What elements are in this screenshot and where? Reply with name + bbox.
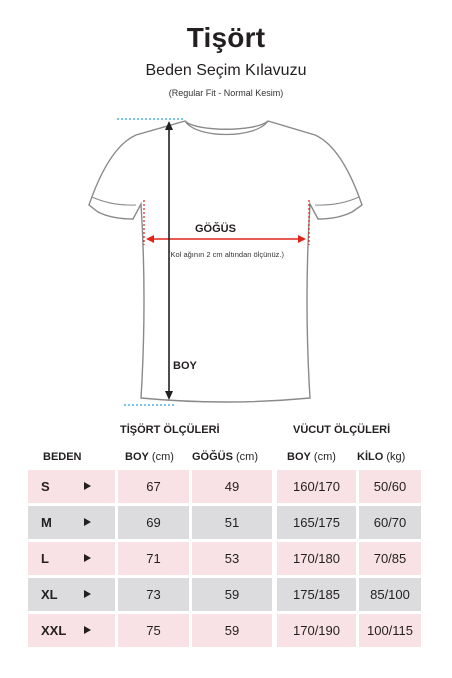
boy-cell: 69 [118, 506, 189, 539]
size-cell [28, 614, 115, 647]
col-header-boy: BOY (cm) [125, 451, 174, 463]
size-row-xl [28, 578, 418, 611]
play-arrow-icon [84, 590, 91, 598]
play-arrow-icon [84, 482, 91, 490]
boy-cell: 67 [118, 470, 189, 503]
play-arrow-icon [84, 554, 91, 562]
size-row-s [28, 470, 418, 503]
size-label: L [41, 551, 49, 566]
chest-measure-note: (Kol ağının 2 cm altından ölçünüz.) [168, 250, 284, 259]
body-boy-cell: 170/180 [277, 542, 356, 575]
body-boy-cell: 160/170 [277, 470, 356, 503]
play-arrow-icon [84, 626, 91, 634]
size-cell [28, 470, 115, 503]
chest-label: GÖĞÜS [195, 223, 236, 235]
size-label: S [41, 479, 50, 494]
gogus-cell: 53 [192, 542, 272, 575]
gogus-cell: 59 [192, 578, 272, 611]
body-boy-cell: 170/190 [277, 614, 356, 647]
fit-note: (Regular Fit - Normal Kesim) [168, 88, 284, 98]
size-label: M [41, 515, 52, 530]
body-boy-cell: 165/175 [277, 506, 356, 539]
col-header-gogus: GÖĞÜS (cm) [192, 451, 259, 463]
kilo-cell: 70/85 [359, 542, 421, 575]
col-header-kilo: KİLO (kg) [357, 451, 406, 463]
size-cell [28, 542, 115, 575]
length-label: BOY [173, 360, 197, 372]
boy-cell: 73 [118, 578, 189, 611]
size-row-m [28, 506, 418, 539]
kilo-cell: 50/60 [359, 470, 421, 503]
col-header-body-boy: BOY (cm) [287, 451, 336, 463]
size-cell [28, 506, 115, 539]
gogus-cell: 59 [192, 614, 272, 647]
boy-cell: 75 [118, 614, 189, 647]
body-boy-cell: 175/185 [277, 578, 356, 611]
play-arrow-icon [84, 518, 91, 526]
page-title: Tişört [186, 22, 266, 53]
boy-cell: 71 [118, 542, 189, 575]
size-cell [28, 578, 115, 611]
kilo-cell: 60/70 [359, 506, 421, 539]
size-row-l [28, 542, 418, 575]
size-label: XL [41, 587, 58, 602]
size-row-xxl [28, 614, 418, 647]
kilo-cell: 85/100 [359, 578, 421, 611]
size-label: XXL [41, 623, 67, 638]
tshirt-outline [89, 121, 362, 402]
body-section-title: VÜCUT ÖLÇÜLERİ [293, 424, 391, 436]
gogus-cell: 51 [192, 506, 272, 539]
kilo-cell: 100/115 [359, 614, 421, 647]
gogus-cell: 49 [192, 470, 272, 503]
garment-section-title: TİŞÖRT ÖLÇÜLERİ [120, 424, 220, 436]
page-subtitle: Beden Seçim Kılavuzu [145, 62, 307, 79]
col-header-size: BEDEN [43, 451, 82, 463]
